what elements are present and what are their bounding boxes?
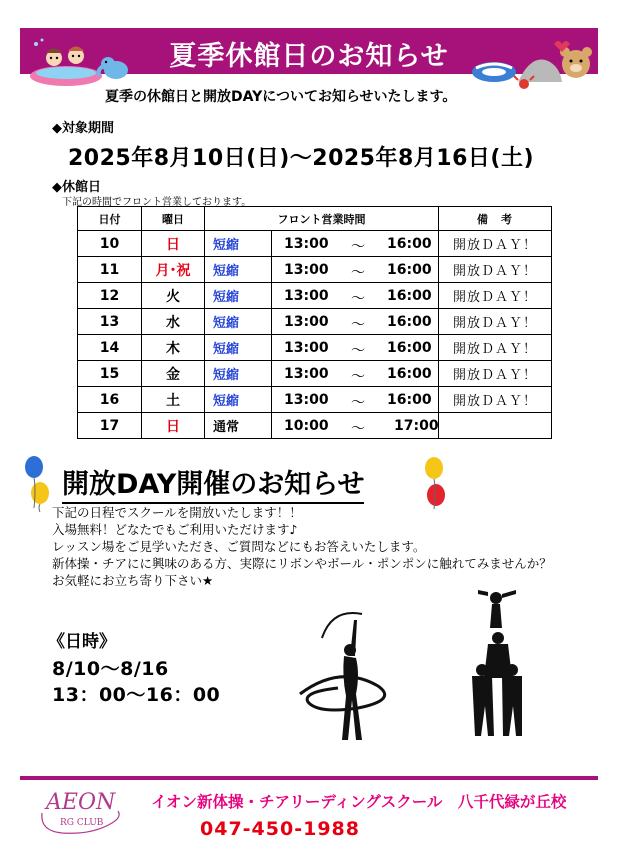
cell-hours	[272, 309, 439, 335]
time-end: 16:00	[387, 314, 432, 330]
time-end: 16:00	[387, 262, 432, 278]
table-row	[78, 387, 552, 413]
table-header-row	[78, 207, 552, 231]
cell-date: 14	[78, 335, 142, 361]
period-label: ◆対象期間	[52, 121, 114, 136]
cell-date: 10	[78, 231, 142, 257]
cell-date: 15	[78, 361, 142, 387]
school-name: イオン新体操・チアリーディングスクール 八千代緑が丘校	[151, 793, 567, 811]
subtitle: 夏季の休館日と開放DAYについてお知らせいたします。	[105, 89, 457, 105]
cell-day: 金	[142, 361, 205, 387]
schedule-heading: 《日時》	[48, 632, 116, 652]
phone-number[interactable]: 047-450-1988	[200, 818, 360, 840]
period-value: 2025年8月10日(日)～2025年8月16日(土)	[68, 146, 535, 171]
aeon-rg-club-logo	[38, 783, 128, 843]
time-separator: ～	[351, 239, 365, 255]
open-day-body	[52, 504, 552, 589]
time-separator: ～	[351, 265, 365, 281]
time-separator: ～	[351, 395, 365, 411]
header-hours: フロント営業時間	[205, 207, 439, 231]
cell-note: 開放ＤＡＹ！	[439, 309, 552, 335]
balloons-left-icon	[22, 455, 54, 513]
time-end: 17:00	[394, 418, 439, 434]
time-start: 13:00	[284, 366, 329, 382]
cell-type: 短縮	[205, 257, 272, 283]
time-end: 16:00	[387, 392, 432, 408]
cell-note: 開放ＤＡＹ！	[439, 335, 552, 361]
time-end: 16:00	[387, 288, 432, 304]
header-date: 日付	[78, 207, 142, 231]
header-notes: 備 考	[439, 207, 552, 231]
cell-day: 日	[142, 231, 205, 257]
time-start: 13:00	[284, 262, 329, 278]
table-row	[78, 361, 552, 387]
time-start: 10:00	[284, 418, 329, 434]
cell-type: 短縮	[205, 361, 272, 387]
time-end: 16:00	[387, 340, 432, 356]
cell-date: 13	[78, 309, 142, 335]
cell-note: 開放ＤＡＹ！	[439, 231, 552, 257]
open-day-line: 入場無料！どなたでもご利用いただけます♪	[52, 522, 298, 537]
open-day-line: 新体操・チアにに興味のある方、実際にリボンやボール・ポンポンに触れてみませんか？	[52, 556, 552, 571]
time-end: 16:00	[387, 236, 432, 252]
time-start: 13:00	[284, 236, 329, 252]
svg-text:AEON: AEON	[46, 790, 116, 815]
cell-type: 短縮	[205, 387, 272, 413]
cell-note	[439, 413, 552, 439]
cell-hours	[272, 387, 439, 413]
table-row	[78, 309, 552, 335]
cell-day: 火	[142, 283, 205, 309]
cell-day: 月･祝	[142, 257, 205, 283]
header-day: 曜日	[142, 207, 205, 231]
closed-label: ◆休館日	[52, 180, 101, 195]
closed-note: 下記の時間でフロント営業しております。	[62, 197, 252, 208]
table-row	[78, 231, 552, 257]
cell-hours	[272, 283, 439, 309]
cell-type: 短縮	[205, 283, 272, 309]
table-row	[78, 413, 552, 439]
cell-date: 16	[78, 387, 142, 413]
cell-note: 開放ＤＡＹ！	[439, 361, 552, 387]
open-day-line: お気軽にお立ち寄り下さい★	[52, 573, 214, 588]
cell-note: 開放ＤＡＹ！	[439, 283, 552, 309]
cell-hours	[272, 361, 439, 387]
time-separator: ～	[351, 343, 365, 359]
cell-hours	[272, 257, 439, 283]
time-start: 13:00	[284, 392, 329, 408]
open-day-line: レッスン場をご見学いただき、ご質問などにもお答えいたします。	[52, 539, 426, 554]
hours-table	[77, 206, 552, 439]
time-separator: ～	[351, 369, 365, 385]
table-row	[78, 335, 552, 361]
cell-type: 短縮	[205, 335, 272, 361]
cheer-pyramid-silhouette	[466, 588, 530, 740]
cell-hours	[272, 413, 439, 439]
cell-type: 短縮	[205, 309, 272, 335]
time-separator: ～	[351, 291, 365, 307]
cell-day: 水	[142, 309, 205, 335]
time-start: 13:00	[284, 314, 329, 330]
page-title: 夏季休館日のお知らせ	[169, 41, 449, 72]
time-end: 16:00	[387, 366, 432, 382]
cell-type: 短縮	[205, 231, 272, 257]
beach-illustration	[470, 34, 598, 94]
cell-day: 土	[142, 387, 205, 413]
cell-date: 12	[78, 283, 142, 309]
schedule-times: 13：00～16：00	[52, 684, 221, 706]
time-start: 13:00	[284, 340, 329, 356]
time-start: 13:00	[284, 288, 329, 304]
cell-day: 日	[142, 413, 205, 439]
kids-pool-illustration	[24, 36, 132, 88]
open-day-heading: 開放DAY開催のお知らせ	[62, 462, 364, 504]
cell-type: 通常	[205, 413, 272, 439]
svg-text:RG CLUB: RG CLUB	[60, 818, 104, 828]
footer-rule	[20, 776, 598, 780]
time-separator: ～	[351, 317, 365, 333]
cell-hours	[272, 231, 439, 257]
cell-hours	[272, 335, 439, 361]
cell-date: 11	[78, 257, 142, 283]
table-row	[78, 283, 552, 309]
open-day-line: 下記の日程でスクールを開放いたします！！	[52, 505, 302, 520]
table-row	[78, 257, 552, 283]
cell-day: 木	[142, 335, 205, 361]
schedule-dates: 8/10～8/16	[52, 658, 169, 680]
cell-note: 開放ＤＡＹ！	[439, 257, 552, 283]
gymnast-ribbon-silhouette	[292, 606, 412, 748]
cell-note: 開放ＤＡＹ！	[439, 387, 552, 413]
time-separator: ～	[351, 421, 365, 437]
cell-date: 17	[78, 413, 142, 439]
